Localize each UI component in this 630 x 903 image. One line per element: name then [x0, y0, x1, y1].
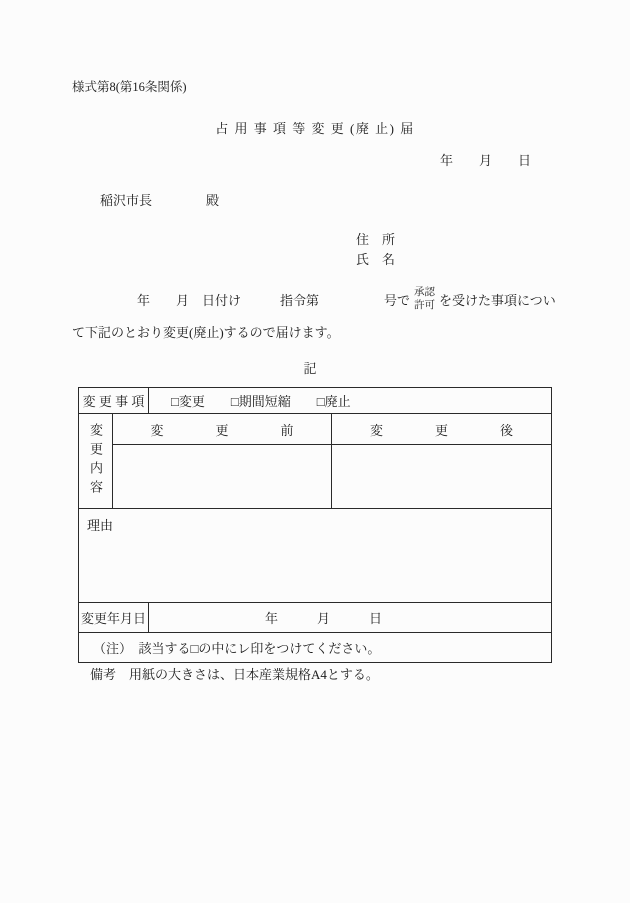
before-after-header-row [113, 414, 551, 445]
honorific-label: 殿 [206, 193, 220, 208]
before-after-value-row [113, 445, 551, 508]
addressee-name: 稲沢市長 [100, 193, 153, 208]
change-content-row [79, 414, 551, 509]
change-content-columns [113, 414, 551, 508]
checkbox-abolition[interactable]: □廃止 [316, 394, 351, 409]
form-number-label: 様式第8(第16条関係) [72, 80, 187, 94]
change-date-label: 変更年月日 [79, 603, 149, 632]
address-label: 住 所 [356, 232, 396, 247]
change-items-label: 変 更 事 項 [79, 388, 149, 413]
approval-word: 承認 [414, 286, 436, 298]
reason-label: 理由 [87, 518, 114, 533]
reason-field[interactable] [139, 515, 543, 596]
permission-word: 許可 [414, 300, 436, 311]
after-change-field[interactable] [332, 445, 551, 508]
reason-row [79, 509, 551, 603]
checkbox-period-shortening[interactable]: □期間短縮 [230, 394, 291, 409]
after-change-header: 変 更 後 [369, 422, 513, 438]
section-heading-ki: 記 [303, 361, 317, 376]
change-date-row [79, 603, 551, 633]
change-date-field[interactable]: 年 月 日 [265, 611, 383, 626]
change-notification-table [78, 387, 552, 663]
submission-date-line: 年 月 日 [440, 153, 532, 168]
addressee-line [100, 190, 219, 209]
change-content-label: 変更内容 [79, 414, 113, 508]
approval-permission-stack [414, 286, 435, 312]
before-change-field[interactable] [113, 445, 332, 508]
change-items-row [79, 388, 551, 414]
note-row: （注） 該当する□の中にレ印をつけてください。 [93, 641, 381, 656]
document-title: 占 用 事 項 等 変 更 (廃 止) 届 [215, 121, 415, 136]
body-paragraph-line1 [137, 283, 556, 315]
change-items-options [149, 388, 551, 413]
body-line1-post: を受けた事項につい [439, 292, 556, 308]
before-change-header: 変 更 前 [113, 414, 332, 444]
body-paragraph-line2: て下記のとおり変更(廃止)するので届けます。 [72, 325, 340, 340]
checkbox-change[interactable]: □変更 [171, 394, 205, 409]
name-label: 氏 名 [356, 252, 396, 267]
paper-size-remark: 備考 用紙の大きさは、日本産業規格A4とする。 [90, 667, 379, 682]
body-line1-pre: 年 月 日付け 指令第 号で [137, 292, 411, 308]
